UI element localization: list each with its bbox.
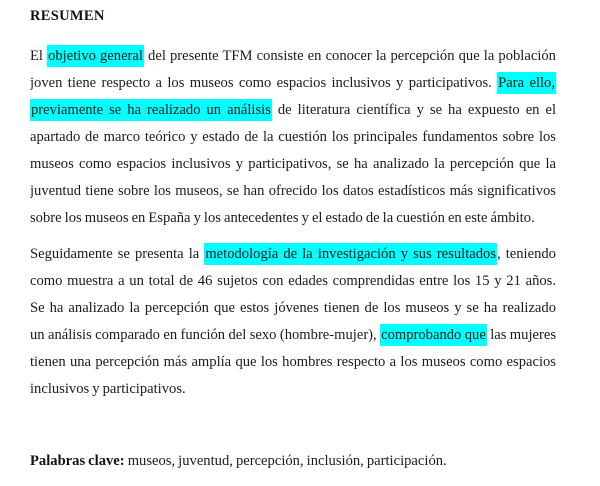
text-segment: del presente TFM consiste en conocer la percepción que la población [143,48,556,64]
highlighted-text: metodología de la investigación y sus resultados [204,243,497,265]
paragraph-1 [30,43,556,232]
text-line [30,349,556,376]
text-line [30,124,556,151]
text-segment: Se ha analizado la percepción que estos jóvenes tienen de los museos y se ha realizado [30,300,556,316]
keywords-label: Palabras clave: [30,453,125,469]
text-line [30,205,556,232]
text-line [30,43,556,70]
keywords-list: museos, juventud, percepción, inclusión, participación. [124,453,447,469]
text-line [30,295,556,322]
text-segment: museos como espacios inclusivos y participativos, se ha analizado la percepción que la [30,156,556,172]
text-segment: juventud tiene sobre los museos, se han ofrecido los datos estadísticos más significativos [30,183,556,199]
text-line [30,97,556,124]
paragraph-2 [30,241,556,403]
section-title: RESUMEN [30,8,105,24]
text-segment: Seguidamente se presenta la [30,246,205,262]
text-line [30,268,556,295]
text-segment: sobre los museos en España y los antecedentes y el estado de la cuestión en este ámbito. [30,210,535,226]
text-segment: tienen una percepción más amplía que los hombres respecto a los museos como espacios [30,354,556,370]
highlighted-text: objetivo general [47,45,144,67]
text-segment: las mujeres [486,327,556,343]
text-line [30,151,556,178]
highlighted-text: comprobando que [380,324,487,346]
text-segment: joven tiene respecto a los museos como espacios inclusivos y participativos. [30,75,498,91]
text-segment: El [30,48,48,64]
text-line [30,70,556,97]
text-line [30,376,556,403]
highlighted-text: Para ello, [497,72,556,94]
text-segment: , teniendo [497,246,556,262]
highlighted-text: previamente se ha realizado un análisis [30,99,272,121]
text-line [30,322,556,349]
text-segment: de literatura científica y se ha expuesto en el [271,102,556,118]
text-segment: inclusivos y participativos. [30,381,186,397]
keywords-line [30,448,556,475]
text-line [30,241,556,268]
text-segment: apartado de marco teórico y estado de la cuestión los principales fundamentos sobre los [30,129,556,145]
text-segment: como muestra a un total de 46 sujetos con edades comprendidas entre los 15 y 21 años. [30,273,556,289]
text-line [30,178,556,205]
text-segment: un análisis comparado en función del sexo (hombre-mujer), [30,327,381,343]
abstract-text [30,43,556,403]
